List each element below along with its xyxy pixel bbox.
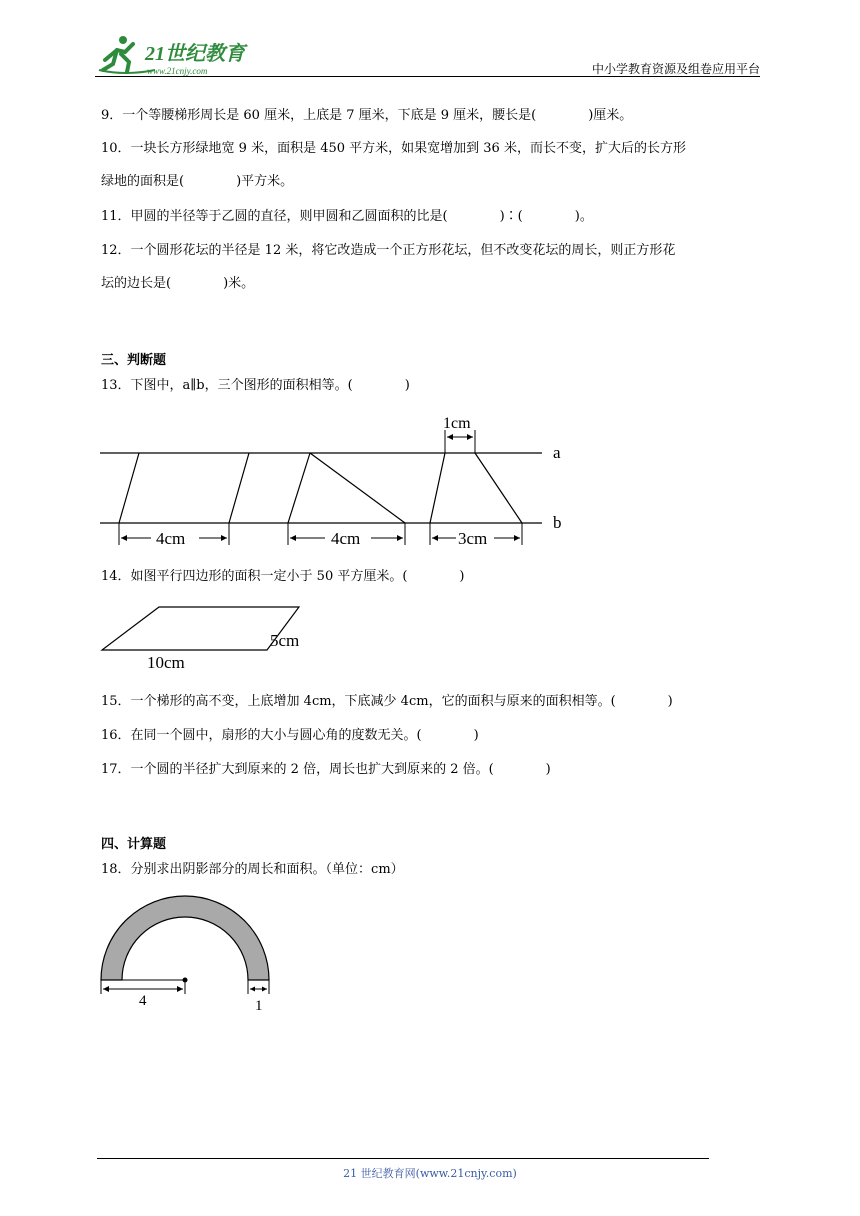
question-16: 16．在同一个圆中，扇形的大小与圆心角的度数无关。( ) xyxy=(101,728,479,743)
question-17: 17．一个圆的半径扩大到原来的 2 倍，周长也扩大到原来的 2 倍。( ) xyxy=(101,762,551,777)
section-3-title: 三、判断题 xyxy=(101,353,167,368)
dim-3cm: 3cm xyxy=(458,529,488,548)
footer-divider xyxy=(97,1158,709,1159)
center-point xyxy=(183,978,188,983)
question-15: 15．一个梯形的高不变，上底增加 4cm，下底减少 4cm，它的面积与原来的面积相等。( ) xyxy=(101,694,673,709)
header-divider xyxy=(95,76,760,77)
label-10cm: 10cm xyxy=(147,653,185,672)
dim-4cm-2: 4cm xyxy=(331,529,361,548)
question-14: 14．如图平行四边形的面积一定小于 50 平方厘米。( ) xyxy=(101,569,465,584)
label-1cm: 1cm xyxy=(443,415,471,432)
label-5cm: 5cm xyxy=(270,631,300,650)
question-18: 18．分别求出阴影部分的周长和面积。（单位：cm） xyxy=(101,862,404,877)
label-b: b xyxy=(553,513,562,532)
section-4-title: 四、计算题 xyxy=(101,837,167,852)
triangle-right xyxy=(310,453,405,523)
figure-13 xyxy=(95,408,575,558)
question-13: 13．下图中，a∥b，三个图形的面积相等。( ) xyxy=(101,378,410,393)
site-logo xyxy=(95,30,265,78)
figure-18 xyxy=(95,890,280,1015)
logo-text: 21世纪教育 xyxy=(145,43,245,65)
dim-4cm-1: 4cm xyxy=(156,529,186,548)
question-12-line1: 12．一个圆形花坛的半径是 12 米，将它改造成一个正方形花坛，但不改变花坛的周长，则正方形花 xyxy=(101,243,676,258)
trapezoid-right xyxy=(475,453,522,523)
label-radius-4: 4 xyxy=(139,993,147,1009)
label-width-1: 1 xyxy=(255,998,263,1014)
question-12-line2: 坛的边长是( )米。 xyxy=(101,276,255,291)
figure-14 xyxy=(95,598,325,674)
triangle-left xyxy=(288,453,310,523)
question-10-line1: 10．一块长方形绿地宽 9 米，面积是 450 平方米，如果宽增加到 36 米，而长不变，扩大后的长方形 xyxy=(101,141,686,156)
parallelogram-left xyxy=(119,453,139,523)
header-platform-text: 中小学教育资源及组卷应用平台 xyxy=(591,62,760,76)
logo-url: www.21cnjy.com xyxy=(147,66,208,76)
footer-text: 21 世纪教育网(www.21cnjy.com) xyxy=(343,1167,517,1180)
shaded-half-ring xyxy=(101,896,269,980)
label-a: a xyxy=(553,443,561,462)
question-11: 11．甲圆的半径等于乙圆的直径，则甲圆和乙圆面积的比是( )∶( )。 xyxy=(101,209,593,224)
parallelogram-right xyxy=(229,453,249,523)
question-9: 9．一个等腰梯形周长是 60 厘米，上底是 7 厘米，下底是 9 厘米，腰长是( )厘米。 xyxy=(101,108,633,123)
trapezoid-left xyxy=(430,453,445,523)
question-10-line2: 绿地的面积是( )平方米。 xyxy=(101,174,294,189)
